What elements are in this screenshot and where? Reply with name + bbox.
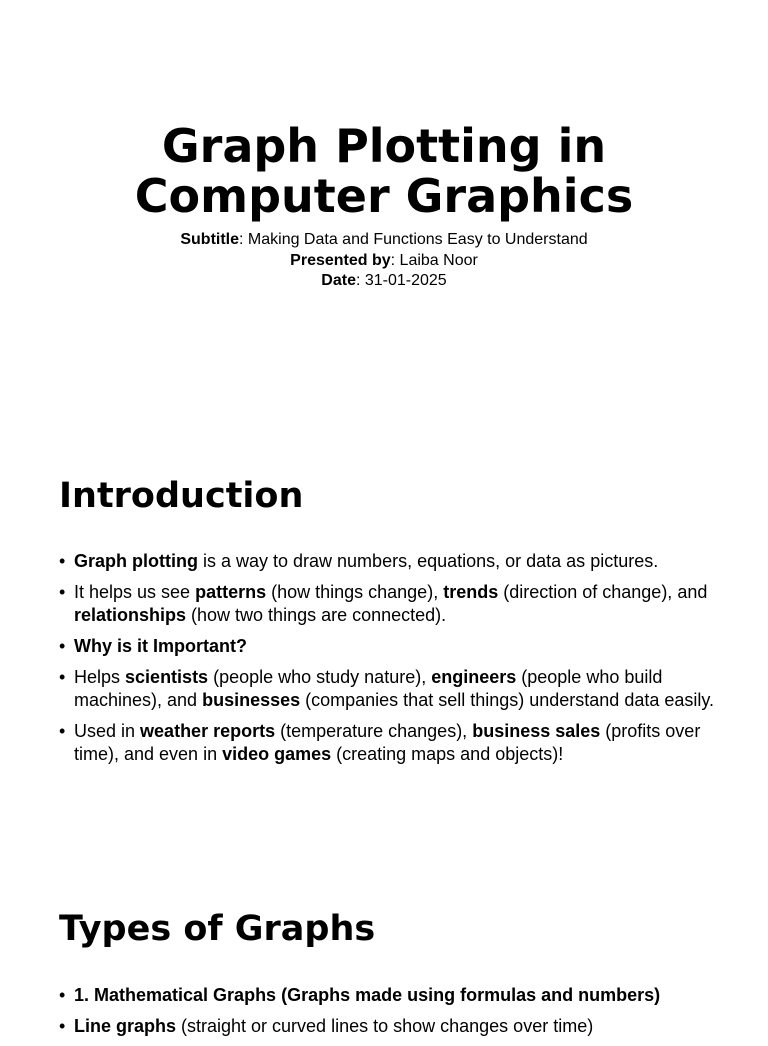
presenter-line bbox=[0, 251, 768, 272]
title-meta bbox=[0, 230, 768, 292]
bullet-text: (temperature changes), bbox=[275, 721, 473, 741]
bold-term: 1. Mathematical Graphs (Graphs made using formulas and numbers) bbox=[74, 985, 661, 1005]
bullet-text: (people who study nature), bbox=[208, 667, 432, 687]
bullet-text: (companies that sell things) understand data easily. bbox=[300, 690, 715, 710]
bullet-text: is a way to draw numbers, equations, or data as pictures. bbox=[197, 551, 659, 571]
bold-term: patterns bbox=[195, 582, 267, 602]
title-slide bbox=[0, 0, 768, 420]
list-item bbox=[59, 635, 724, 658]
bullet-text: (how two things are connected). bbox=[186, 605, 447, 625]
presentation-title bbox=[0, 121, 768, 221]
list-item bbox=[59, 666, 724, 712]
list-item bbox=[59, 720, 724, 766]
introduction-bullet-list bbox=[59, 550, 724, 774]
subtitle-value: : Making Data and Functions Easy to Understand bbox=[239, 231, 588, 248]
bullet-icon: • bbox=[59, 582, 66, 602]
bold-term: relationships bbox=[74, 605, 187, 625]
bullet-icon: • bbox=[59, 1016, 66, 1036]
bullet-text: Helps bbox=[74, 667, 126, 687]
bullet-icon: • bbox=[59, 985, 66, 1005]
bold-term: trends bbox=[443, 582, 499, 602]
bold-term: businesses bbox=[202, 690, 301, 710]
date-value: : 31-01-2025 bbox=[355, 272, 447, 289]
date-line bbox=[0, 271, 768, 292]
subtitle-label: Subtitle bbox=[180, 231, 240, 248]
bullet-icon: • bbox=[59, 667, 66, 687]
presenter-label: Presented by bbox=[290, 251, 391, 269]
bullet-icon: • bbox=[59, 551, 66, 571]
introduction-heading: Introduction bbox=[59, 476, 304, 516]
bold-term: Graph plotting bbox=[74, 551, 198, 571]
bullet-icon: • bbox=[59, 721, 66, 741]
bold-term: weather reports bbox=[140, 721, 276, 741]
list-item bbox=[59, 984, 724, 1007]
bold-term: Why is it Important? bbox=[74, 636, 247, 656]
bullet-text: (straight or curved lines to show changes over time) bbox=[176, 1016, 594, 1036]
types-of-graphs-heading: Types of Graphs bbox=[59, 909, 376, 949]
bullet-text: (profits over time), and even in bbox=[74, 721, 701, 764]
subtitle-line bbox=[0, 230, 768, 251]
title-line-1: Graph Plotting in bbox=[161, 119, 607, 173]
bold-term: engineers bbox=[431, 667, 517, 687]
title-line-2: Computer Graphics bbox=[134, 169, 634, 223]
presenter-value: : Laiba Noor bbox=[390, 251, 478, 269]
list-item bbox=[59, 550, 724, 573]
bold-term: Line graphs bbox=[74, 1016, 177, 1036]
list-item bbox=[59, 1015, 724, 1038]
bold-term: video games bbox=[222, 744, 332, 764]
bold-term: business sales bbox=[472, 721, 601, 741]
types-bullet-list bbox=[59, 984, 724, 1046]
bullet-text: (how things change), bbox=[266, 582, 444, 602]
bold-term: scientists bbox=[125, 667, 209, 687]
bullet-text: It helps us see bbox=[74, 582, 196, 602]
bullet-icon: • bbox=[59, 636, 66, 656]
list-item bbox=[59, 581, 724, 627]
bullet-text: Used in bbox=[74, 721, 141, 741]
bullet-text: (direction of change), and bbox=[498, 582, 708, 602]
bullet-text: (people who build machines), and bbox=[74, 667, 663, 710]
bullet-text: (creating maps and objects)! bbox=[331, 744, 564, 764]
date-label: Date bbox=[321, 272, 356, 289]
